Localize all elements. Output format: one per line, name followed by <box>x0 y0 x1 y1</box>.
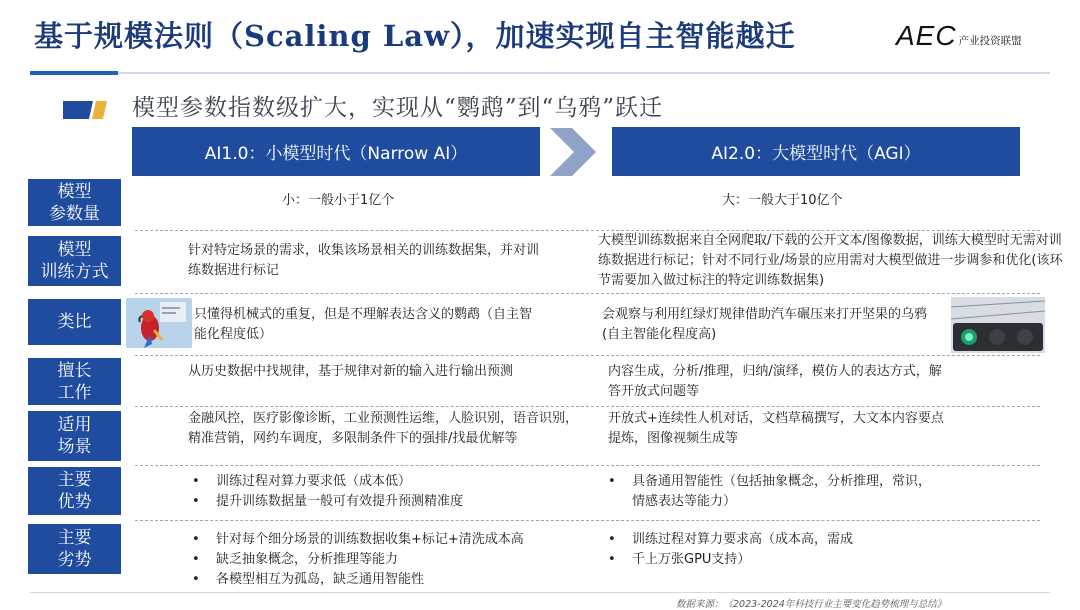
row-divider <box>135 520 1040 521</box>
params-left: 小：一般小于1亿个 <box>282 193 395 208</box>
row-divider <box>135 355 1040 356</box>
column-header-ai2: AI2.0：大模型时代（AGI） <box>612 127 1020 176</box>
params-right: 大：一般大于10亿个 <box>722 193 843 208</box>
row-label-analogy: 类比 <box>28 299 121 345</box>
column-header-ai1: AI1.0：小模型时代（Narrow AI） <box>132 127 540 176</box>
footer-divider <box>30 592 1050 593</box>
analogy-right: 会观察与利用红绿灯规律借助汽车碾压来打开坚果的乌鸦(自主智能化程度高) <box>602 307 928 342</box>
scenario-right: 开放式+连续性人机对话，文档草稿撰写，大文本内容要点提炼，图像视频生成等 <box>608 411 944 446</box>
section-marker-icon <box>63 101 107 119</box>
traffic-light-image <box>951 297 1045 353</box>
row-label-strength: 擅长 工作 <box>28 358 121 405</box>
row-divider <box>135 465 1040 466</box>
logo <box>896 22 1022 50</box>
training-right: 大模型训练数据来自全网爬取/下载的公开文本/图像数据，训练大模型时无需对训练数据进行标记；针对不同行业/场景的应用需对大模型做进一步调参和优化(该环节需要加入做过标注的特定训练数据集) <box>598 233 1063 288</box>
list-item: • 千上万张GPU支持） <box>604 550 853 570</box>
disadvantages-left-list <box>188 530 524 590</box>
list-item: • 具备通用智能性（包括抽象概念，分析推理，常识，情感表达等能力） <box>604 472 932 512</box>
list-item: • 针对每个细分场景的训练数据收集+标记+清洗成本高 <box>188 530 524 550</box>
scenario-left: 金融风控，医疗影像诊断，工业预测性运维，人脸识别，语音识别，精准营销，网约车调度，多限制条件下的强排/找最优解等 <box>188 411 579 446</box>
data-source: 数据来源：《2023-2024年科技行业主要变化趋势梳理与总结》 <box>676 599 947 610</box>
analogy-left: 只懂得机械式的重复，但是不理解表达含义的鹦鹉（自主智能化程度低） <box>194 307 533 342</box>
strength-left: 从历史数据中找规律，基于规律对新的输入进行输出预测 <box>188 364 514 379</box>
list-item: • 各模型相互为孤岛，缺乏通用智能性 <box>188 570 524 590</box>
list-item: • 训练过程对算力要求高（成本高，需成 <box>604 530 853 550</box>
strength-right: 内容生成，分析/推理，归纳/演绎，模仿人的表达方式，解答开放式问题等 <box>608 364 942 399</box>
section-subtitle: 模型参数指数级扩大，实现从“鹦鹉”到“乌鸦”跃迁 <box>132 95 664 121</box>
list-item: • 提升训练数据量一般可有效提升预测精准度 <box>188 492 463 512</box>
page-title: 基于规模法则（Scaling Law），加速实现自主智能越迁 <box>34 19 796 53</box>
row-label-params: 模型 参数量 <box>28 179 121 226</box>
list-item: • 缺乏抽象概念，分析推理等能力 <box>188 550 524 570</box>
disadvantages-right-list <box>604 530 853 570</box>
logo-subtitle: 产业投资联盟 <box>958 35 1022 47</box>
training-left: 针对特定场景的需求，收集该场景相关的训练数据集，并对训练数据进行标记 <box>188 243 540 278</box>
row-divider <box>135 406 1040 407</box>
row-label-scenario: 适用 场景 <box>28 411 121 461</box>
logo-mark: AEC <box>896 20 957 51</box>
chevron-right-icon <box>550 128 596 176</box>
title-divider <box>30 72 1050 74</box>
row-divider <box>135 293 1040 294</box>
row-label-advantages: 主要 优势 <box>28 467 121 515</box>
parrot-image <box>126 298 192 348</box>
advantages-right-list <box>604 472 932 512</box>
row-label-training: 模型 训练方式 <box>28 236 121 286</box>
list-item: • 训练过程对算力要求低（成本低） <box>188 472 463 492</box>
title-divider-accent <box>30 71 118 75</box>
advantages-left-list <box>188 472 463 512</box>
row-label-disadvantages: 主要 劣势 <box>28 524 121 574</box>
